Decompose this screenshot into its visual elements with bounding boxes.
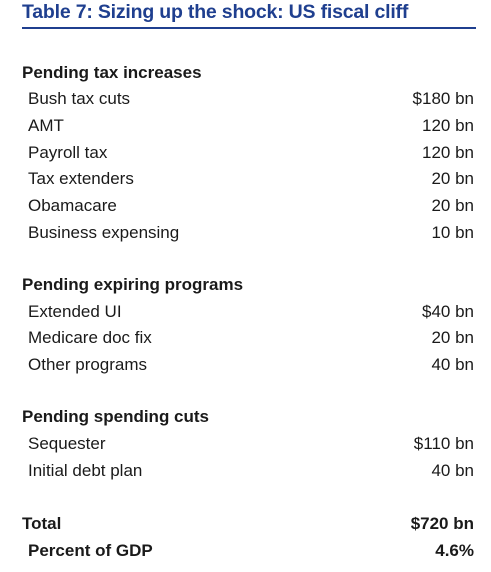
row-value: 20 bn [431,196,474,215]
table-row [0,88,491,110]
table-row [0,327,491,349]
row-value: 20 bn [431,169,474,188]
row-label: Payroll tax [28,143,108,162]
table-row [0,222,491,244]
row-label: AMT [28,116,64,135]
row-value: $40 bn [422,302,474,321]
row-value: 120 bn [422,143,474,162]
section-header [0,62,491,84]
row-value: 10 bn [431,223,474,242]
table-title: Table 7: Sizing up the shock: US fiscal cliff [22,1,409,23]
row-label: Medicare doc fix [28,328,152,347]
percent-gdp-label: Percent of GDP [28,541,153,560]
row-label: Obamacare [28,196,117,215]
table-row [0,115,491,137]
row-label: Extended UI [28,302,122,321]
row-value: 20 bn [431,328,474,347]
row-label: Other programs [28,355,148,374]
row-value: $110 bn [413,434,474,453]
row-label: Business expensing [28,223,180,242]
table-row [0,168,491,190]
total-label: Total [22,514,62,533]
table-row [0,301,491,323]
section-header [0,274,491,296]
section-header [0,406,491,428]
table-row [0,195,491,217]
row-label: Sequester [28,434,106,453]
row-value: 40 bn [431,355,474,374]
total-row [0,513,491,535]
section-header-label: Pending spending cuts [22,407,210,426]
percent-gdp-value: 4.6% [435,541,474,560]
row-value: $180 bn [412,89,474,108]
total-value: $720 bn [410,514,474,533]
table-row [0,460,491,482]
row-label: Initial debt plan [28,461,143,480]
title-underline [22,27,476,29]
section-header-label: Pending tax increases [22,63,202,82]
percent-gdp-row [0,540,491,562]
row-value: 120 bn [422,116,474,135]
row-label: Bush tax cuts [28,89,131,108]
table-row [0,433,491,455]
section-header-label: Pending expiring programs [22,275,244,294]
table-row [0,142,491,164]
row-label: Tax extenders [28,169,134,188]
row-value: 40 bn [431,461,474,480]
table-row [0,354,491,376]
